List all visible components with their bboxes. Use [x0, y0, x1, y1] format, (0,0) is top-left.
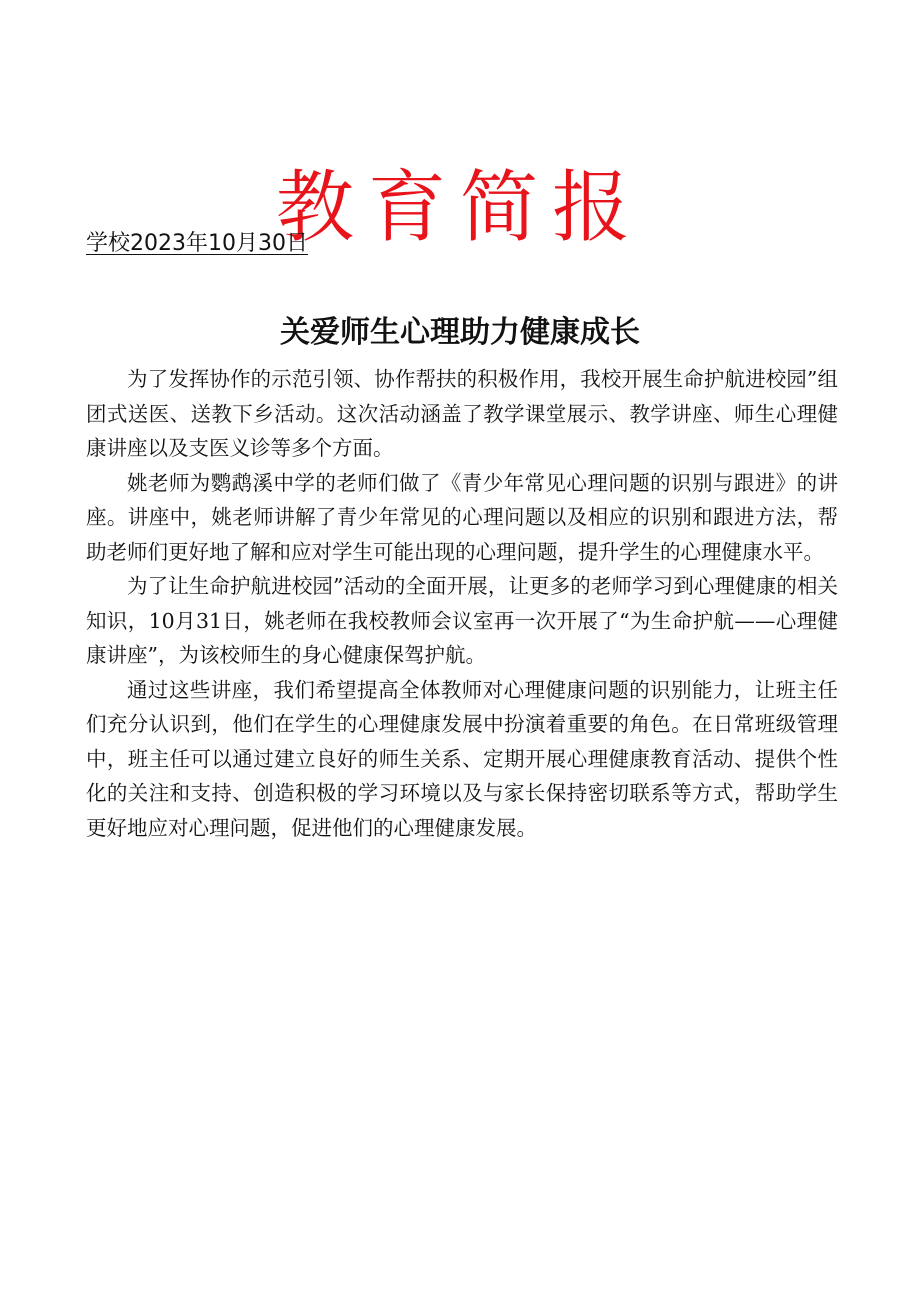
article-paragraph: 姚老师为鹦鹉溪中学的老师们做了《青少年常见心理问题的识别与跟进》的讲座。讲座中，姚老师讲解了青少年常见的心理问题以及相应的识别和跟进方法，帮助老师们更好地了解和应对学生可能出现的心理问题，提升学生的心理健康水平。: [86, 470, 838, 564]
article-paragraph: 为了发挥协作的示范引领、协作帮扶的积极作用，我校开展生命护航进校园”组团式送医、送教下乡活动。这次活动涵盖了教学课堂展示、教学讲座、师生心理健康讲座以及支医义诊等多个方面。: [86, 367, 838, 460]
article-paragraph: 通过这些讲座，我们希望提高全体教师对心理健康问题的识别能力，让班主任们充分认识到，他们在学生的心理健康发展中扮演着重要的角色。在日常班级管理中，班主任可以通过建立良好的师生关系、定期开展心理健康教育活动、提供个性化的关注和支持、创造积极的学习环境以及与家长保持密切联系等方式，帮助学生更好地应对心理问题，促进他们的心理健康发展。: [86, 677, 838, 840]
article-headline: 关爱师生心理助力健康成长: [280, 314, 640, 350]
school-dateline: 学校2023年10月30日: [86, 231, 308, 256]
article-body: [86, 362, 838, 845]
article-paragraph: 为了让生命护航进校园”活动的全面开展，让更多的老师学习到心理健康的相关知识，10月31日，姚老师在我校教师会议室再一次开展了“为生命护航——心理健康讲座”，为该校师生的身心健康保驾护航。: [86, 574, 838, 667]
masthead-title: 教育简报: [275, 163, 644, 254]
